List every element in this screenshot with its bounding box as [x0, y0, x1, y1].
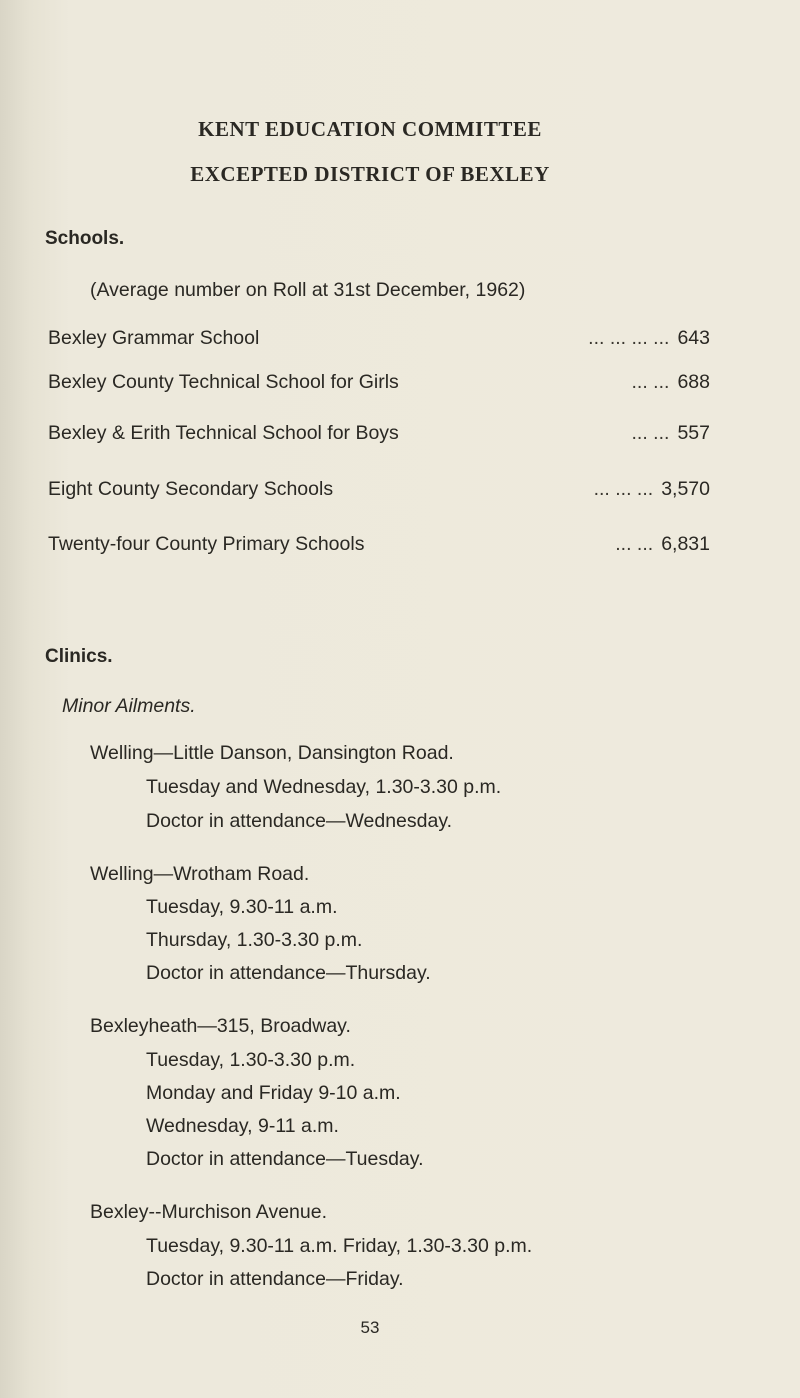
clinic-location: Welling—Wrotham Road.	[90, 863, 310, 885]
school-roll-count: 3,570	[661, 478, 710, 500]
clinic-location: Bexleyheath—315, Broadway.	[90, 1015, 351, 1037]
clinic-schedule-line: Doctor in attendance—Tuesday.	[146, 1148, 424, 1170]
clinic-schedule-line: Doctor in attendance—Friday.	[146, 1268, 404, 1290]
schools-subtitle: (Average number on Roll at 31st December, 1962)	[90, 279, 526, 301]
clinic-schedule-line: Monday and Friday 9-10 a.m.	[146, 1082, 401, 1104]
clinic-location: Welling—Little Danson, Dansington Road.	[90, 742, 454, 764]
leader-dots: ... ...	[631, 371, 670, 393]
leader-dots: ... ... ...	[593, 478, 654, 500]
clinic-schedule-line: Tuesday, 9.30-11 a.m.	[146, 896, 338, 918]
school-roll-count: 688	[677, 371, 710, 393]
school-row	[48, 533, 710, 559]
school-roll-count: 6,831	[661, 533, 710, 555]
school-row	[48, 371, 710, 397]
school-roll-count: 643	[677, 327, 710, 349]
clinic-schedule-line: Tuesday, 1.30-3.30 p.m.	[146, 1049, 356, 1071]
clinic-schedule-line: Wednesday, 9-11 a.m.	[146, 1115, 339, 1137]
school-roll-count: 557	[677, 422, 710, 444]
minor-ailments-subtitle: Minor Ailments.	[62, 695, 196, 717]
clinic-schedule-line: Tuesday and Wednesday, 1.30-3.30 p.m.	[146, 776, 502, 798]
clinic-schedule-line: Tuesday, 9.30-11 a.m. Friday, 1.30-3.30 p.m.	[146, 1235, 533, 1257]
clinics-section-title: Clinics.	[45, 646, 113, 667]
clinic-location: Bexley--Murchison Avenue.	[90, 1201, 328, 1223]
school-row	[48, 478, 710, 504]
school-name: Twenty-four County Primary Schools	[48, 533, 365, 555]
clinic-schedule-line: Thursday, 1.30-3.30 p.m.	[146, 929, 363, 951]
school-name: Bexley & Erith Technical School for Boys	[48, 422, 399, 444]
school-name: Eight County Secondary Schools	[48, 478, 334, 500]
committee-heading: KENT EDUCATION COMMITTEE	[198, 117, 542, 141]
schools-section-title: Schools.	[45, 228, 125, 249]
school-row	[48, 422, 710, 448]
leader-dots: ... ...	[631, 422, 670, 444]
clinic-schedule-line: Doctor in attendance—Wednesday.	[146, 810, 453, 832]
school-name: Bexley Grammar School	[48, 327, 260, 349]
clinic-schedule-line: Doctor in attendance—Thursday.	[146, 962, 431, 984]
district-heading: EXCEPTED DISTRICT OF BEXLEY	[190, 162, 550, 186]
leader-dots: ... ... ... ...	[588, 327, 670, 349]
page-number: 53	[360, 1318, 380, 1337]
school-row	[48, 327, 710, 353]
school-name: Bexley County Technical School for Girls	[48, 371, 399, 393]
leader-dots: ... ...	[615, 533, 654, 555]
